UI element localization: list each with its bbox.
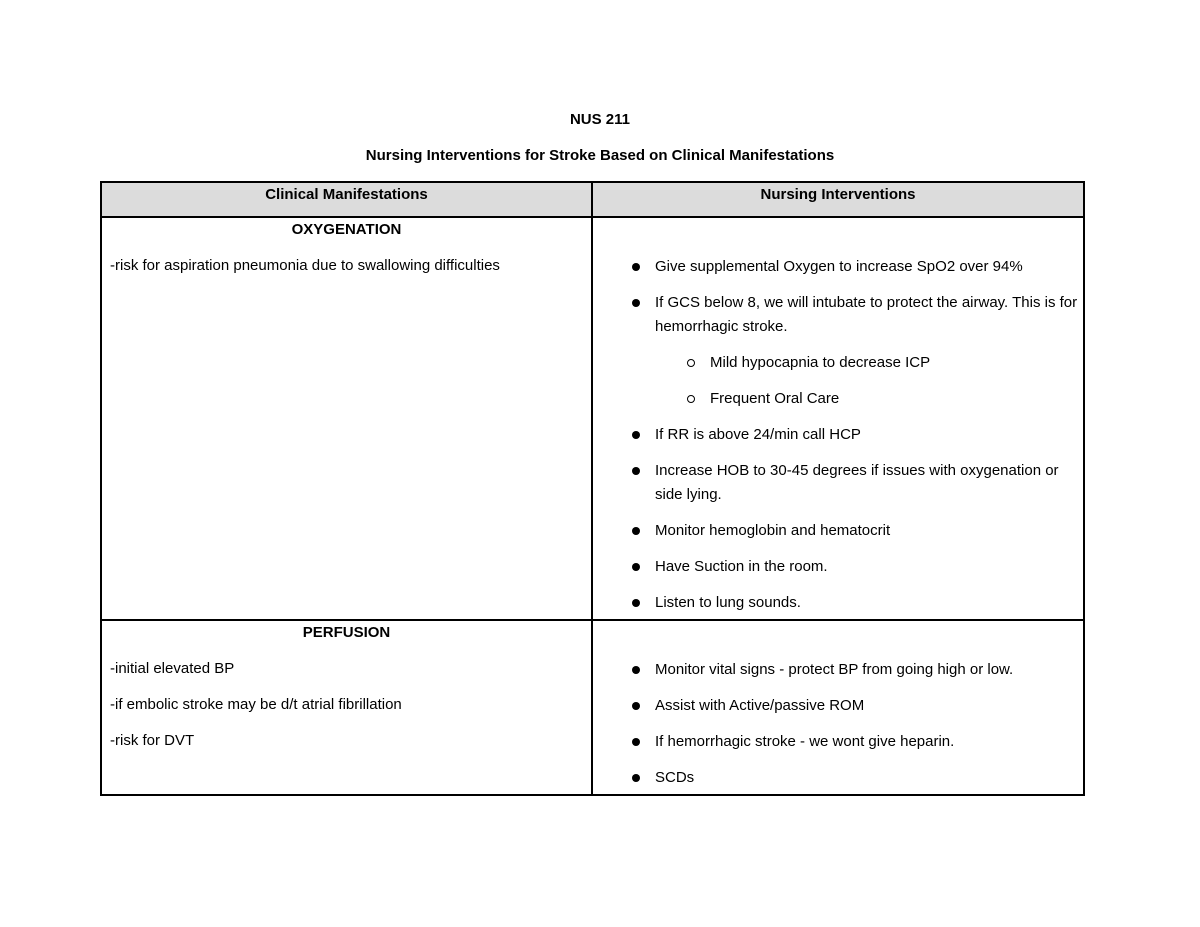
- bullet-icon: [632, 467, 640, 475]
- intervention-text: Monitor vital signs - protect BP from going high or low.: [655, 661, 1014, 678]
- intervention-item: [593, 459, 1083, 507]
- intervention-item: [593, 694, 1083, 718]
- intervention-text: Listen to lung sounds.: [655, 594, 801, 611]
- bullet-icon: [632, 263, 640, 271]
- manifestation-list: [102, 658, 591, 766]
- manifestations-cell-perfusion: [101, 620, 592, 795]
- document-title: Nursing Interventions for Stroke Based on Clinical Manifestations: [365, 147, 835, 164]
- header-clinical-manifestations: Clinical Manifestations: [101, 182, 592, 217]
- intervention-list: [593, 658, 1083, 790]
- sub-intervention-item: [593, 387, 1083, 411]
- manifestation-item: -initial elevated BP: [110, 660, 235, 677]
- intervention-text: If GCS below 8, we will intubate to protect the airway. This is for hemorrhagic stroke.: [655, 294, 1078, 335]
- hollow-bullet-icon: [687, 395, 695, 403]
- sub-intervention-item: [593, 351, 1083, 375]
- intervention-text: Increase HOB to 30-45 degrees if issues with oxygenation or side lying.: [655, 462, 1059, 503]
- intervention-text: Assist with Active/passive ROM: [655, 697, 865, 714]
- sub-intervention-text: Frequent Oral Care: [710, 390, 840, 407]
- section-heading-oxygenation: OXYGENATION: [291, 221, 402, 238]
- bullet-icon: [632, 527, 640, 535]
- bullet-icon: [632, 774, 640, 782]
- interventions-cell-oxygenation: [592, 217, 1084, 620]
- bullet-icon: [632, 738, 640, 746]
- intervention-item: [593, 423, 1083, 447]
- manifestations-cell-oxygenation: [101, 217, 592, 620]
- table-row-perfusion: [101, 620, 1084, 795]
- manifestation-item: -risk for DVT: [110, 732, 195, 749]
- intervention-text: If RR is above 24/min call HCP: [655, 426, 861, 443]
- header-nursing-interventions: Nursing Interventions: [592, 182, 1084, 217]
- bullet-icon: [632, 431, 640, 439]
- intervention-item: [593, 255, 1083, 279]
- intervention-text: Give supplemental Oxygen to increase SpO2 over 94%: [655, 258, 1023, 275]
- manifestation-item: -risk for aspiration pneumonia due to swallowing difficulties: [110, 257, 500, 274]
- intervention-item: [593, 591, 1083, 615]
- bullet-icon: [632, 563, 640, 571]
- bullet-icon: [632, 599, 640, 607]
- manifestation-item: -if embolic stroke may be d/t atrial fibrillation: [110, 696, 402, 713]
- intervention-item: [593, 519, 1083, 543]
- bullet-icon: [632, 299, 640, 307]
- intervention-item: [593, 766, 1083, 790]
- hollow-bullet-icon: [687, 359, 695, 367]
- bullet-icon: [632, 666, 640, 674]
- intervention-list: [593, 255, 1083, 615]
- bullet-icon: [632, 702, 640, 710]
- course-title: NUS 211: [569, 111, 631, 128]
- intervention-item: [593, 730, 1083, 754]
- sub-intervention-text: Mild hypocapnia to decrease ICP: [710, 354, 931, 371]
- sub-intervention-list: [655, 351, 1083, 411]
- table-row-oxygenation: [101, 217, 1084, 620]
- intervention-text: If hemorrhagic stroke - we wont give heparin.: [655, 733, 955, 750]
- intervention-text: Monitor hemoglobin and hematocrit: [655, 522, 891, 539]
- intervention-item: [593, 658, 1083, 682]
- interventions-cell-perfusion: [592, 620, 1084, 795]
- manifestation-list: [102, 255, 591, 291]
- section-heading-perfusion: PERFUSION: [302, 624, 391, 641]
- intervention-text: SCDs: [655, 769, 695, 786]
- intervention-item: [593, 555, 1083, 579]
- intervention-item: [593, 291, 1083, 411]
- intervention-text: Have Suction in the room.: [655, 558, 828, 575]
- table-header-row: [101, 182, 1084, 217]
- interventions-table: [100, 181, 1085, 796]
